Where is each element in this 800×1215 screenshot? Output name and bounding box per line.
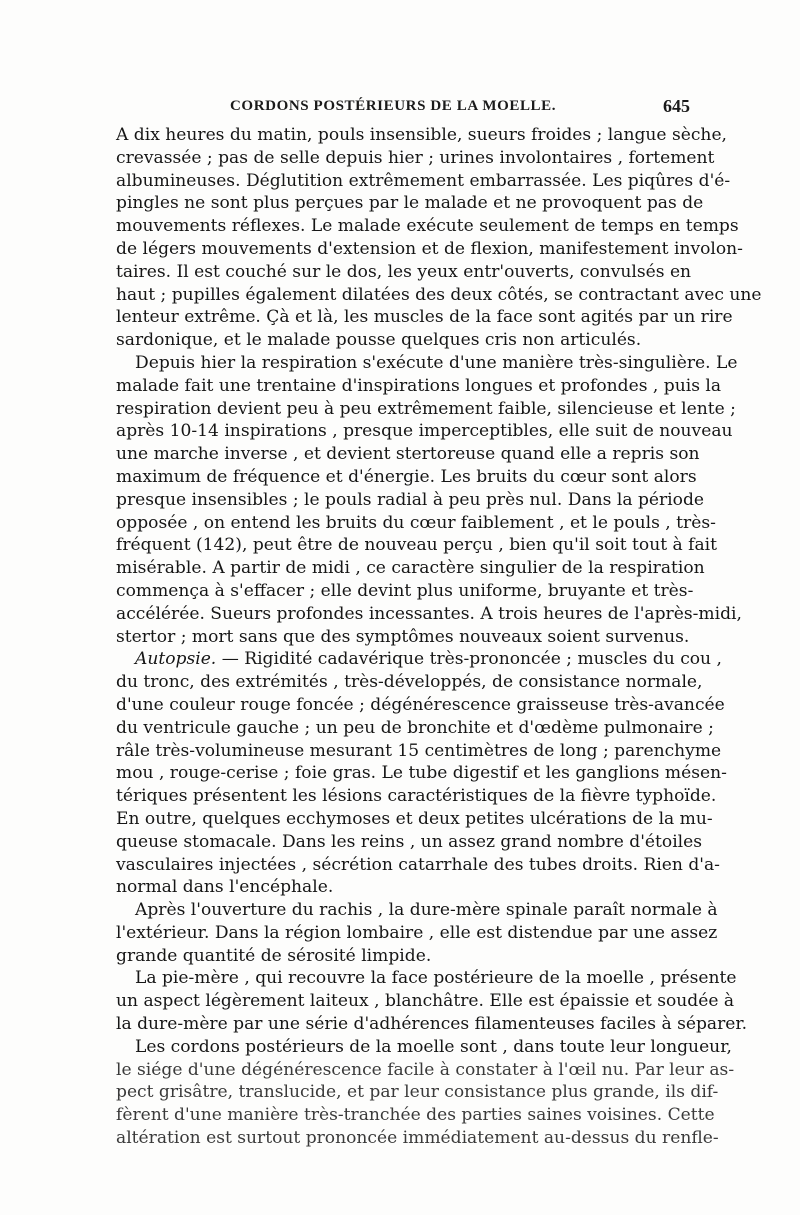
text-line: A dix heures du matin, pouls insensible, sueurs froides ; langue sèche, bbox=[116, 125, 727, 145]
text-line: opposée , on entend les bruits du cœur faiblement , et le pouls , très- bbox=[116, 512, 716, 533]
text-line: râle très-volumineuse mesurant 15 centimètres de long ; parenchyme bbox=[116, 740, 722, 761]
text-line: pect grisâtre, translucide, et par leur consistance plus grande, ils dif- bbox=[116, 1082, 719, 1103]
autopsy-line bbox=[116, 648, 722, 671]
text-body bbox=[116, 124, 762, 1150]
text-line: altération est surtout prononcée immédiatement au-dessus du renfle- bbox=[116, 1128, 719, 1149]
text-line: haut ; pupilles également dilatées des deux côtés, se contractant avec une bbox=[116, 284, 762, 305]
text-line: Depuis hier la respiration s'exécute d'une manière très-singulière. Le bbox=[135, 352, 738, 373]
text-line: maximum de fréquence et d'énergie. Les bruits du cœur sont alors bbox=[116, 466, 697, 487]
text-line: du ventricule gauche ; un peu de bronchite et d'œdème pulmonaire ; bbox=[116, 717, 714, 738]
text-line: la dure-mère par une série d'adhérences filamenteuses faciles à séparer. bbox=[116, 1014, 748, 1035]
page-header bbox=[116, 96, 690, 120]
text-line: crevassée ; pas de selle depuis hier ; urines involontaires , fortement bbox=[116, 147, 715, 168]
text-line: accélérée. Sueurs profondes incessantes. A trois heures de l'après-midi, bbox=[116, 603, 742, 624]
text-line: fréquent (142), peut être de nouveau perçu , bien qu'il soit tout à fait bbox=[116, 535, 717, 556]
text-line: un aspect légèrement laiteux , blanchâtre. Elle est épaissie et soudée à bbox=[116, 991, 735, 1012]
running-title: CORDONS POSTÉRIEURS DE LA MOELLE. bbox=[230, 98, 557, 114]
text-line: pingles ne sont plus perçues par le malade et ne provoquent pas de bbox=[116, 193, 704, 214]
autopsy-text: — Rigidité cadavérique très-prononcée ; muscles du cou , bbox=[221, 649, 722, 670]
text-line: l'extérieur. Dans la région lombaire , elle est distendue par une assez bbox=[116, 922, 718, 943]
text-line: malade fait une trentaine d'inspirations longues et profondes , puis la bbox=[116, 375, 722, 396]
text-line: respiration devient peu à peu extrêmement faible, silencieuse et lente ; bbox=[116, 398, 736, 419]
text-line: taires. Il est couché sur le dos, les yeux entr'ouverts, convulsés en bbox=[116, 261, 692, 282]
text-line: commença à s'effacer ; elle devint plus uniforme, bruyante et très- bbox=[116, 580, 694, 601]
text-line: vasculaires injectées , sécrétion catarrhale des tubes droits. Rien d'a- bbox=[116, 854, 720, 875]
text-line: fèrent d'une manière très-tranchée des parties saines voisines. Cette bbox=[116, 1105, 715, 1126]
text-line: après 10-14 inspirations , presque imperceptibles, elle suit de nouveau bbox=[116, 421, 733, 442]
text-line: mouvements réflexes. Le malade exécute seulement de temps en temps bbox=[116, 216, 739, 237]
text-line: une marche inverse , et devient stertoreuse quand elle a repris son bbox=[116, 444, 700, 465]
text-line: En outre, quelques ecchymoses et deux petites ulcérations de la mu- bbox=[116, 808, 713, 829]
autopsy-label: Autopsie. bbox=[135, 649, 217, 670]
page-number: 645 bbox=[663, 96, 690, 116]
text-line: tériques présentent les lésions caractéristiques de la fièvre typhoïde. bbox=[116, 786, 717, 807]
text-line: queuse stomacale. Dans les reins , un assez grand nombre d'étoiles bbox=[116, 831, 703, 852]
text-line: misérable. A partir de midi , ce caractère singulier de la respiration bbox=[116, 558, 705, 579]
text-line: lenteur extrême. Çà et là, les muscles de la face sont agités par un rire bbox=[116, 307, 733, 328]
text-line: sardonique, et le malade pousse quelques cris non articulés. bbox=[116, 330, 642, 351]
text-line: stertor ; mort sans que des symptômes nouveaux soient survenus. bbox=[116, 626, 690, 647]
text-line: normal dans l'encéphale. bbox=[116, 877, 334, 898]
text-line: grande quantité de sérosité limpide. bbox=[116, 945, 432, 966]
text-line: Les cordons postérieurs de la moelle sont , dans toute leur longueur, bbox=[135, 1036, 732, 1057]
text-line: presque insensibles ; le pouls radial à peu près nul. Dans la période bbox=[116, 489, 704, 510]
text-line: albumineuses. Déglutition extrêmement embarrassée. Les piqûres d'é- bbox=[116, 170, 731, 191]
text-line: d'une couleur rouge foncée ; dégénérescence graisseuse très-avancée bbox=[116, 694, 725, 715]
text-line: du tronc, des extrémités , très-développés, de consistance normale, bbox=[116, 672, 703, 693]
text-line: Après l'ouverture du rachis , la dure-mère spinale paraît normale à bbox=[135, 900, 718, 921]
text-line: mou , rouge-cerise ; foie gras. Le tube digestif et les ganglions mésen- bbox=[116, 763, 727, 784]
text-line: La pie-mère , qui recouvre la face postérieure de la moelle , présente bbox=[135, 968, 737, 989]
text-line: de légers mouvements d'extension et de flexion, manifestement involon- bbox=[116, 238, 743, 259]
text-line: le siége d'une dégénérescence facile à constater à l'œil nu. Par leur as- bbox=[116, 1059, 735, 1080]
